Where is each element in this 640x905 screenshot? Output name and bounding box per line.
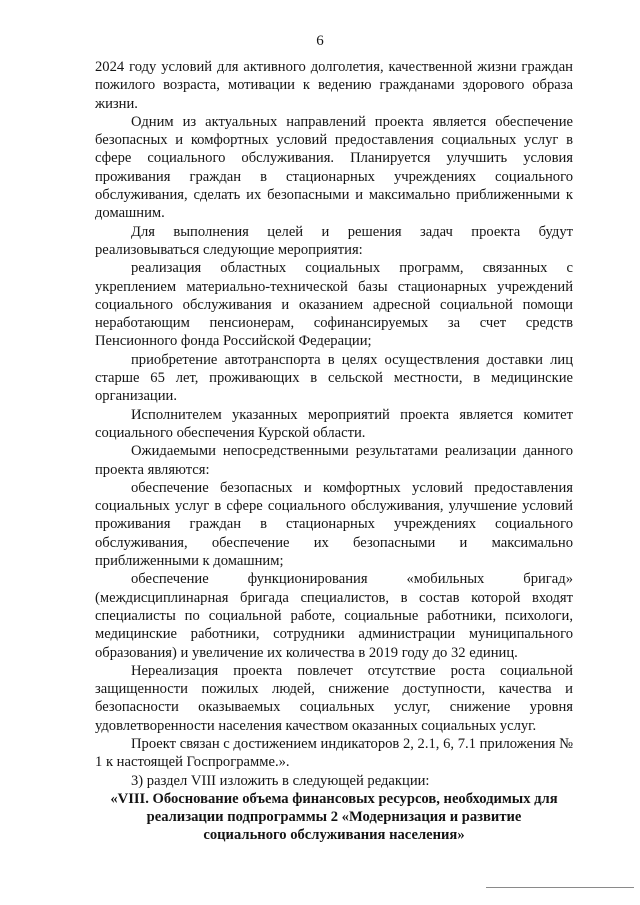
paragraph-11: Проект связан с достижением индикаторов 2, 2.1, 6, 7.1 приложения № 1 к настоящей Госпрограмме.».: [95, 735, 573, 771]
paragraph-6: Исполнителем указанных мероприятий проекта является комитет социального обеспечения Курской области.: [95, 406, 573, 441]
paragraph-8: обеспечение безопасных и комфортных условий предоставления социальных услуг в сфере социального обслуживания, улучшение условий проживания граждан в стационарных учреждениях социального обслуживания, обеспечение их безопасными и максимально приближенными к домашним;: [95, 479, 573, 570]
section-heading: «VIII. Обоснование объема финансовых ресурсов, необходимых для реализации подпрограммы 2 «Модернизация и развитие социального обслуживания населения»: [110, 790, 558, 844]
paragraph-1: 2024 году условий для активного долголетия, качественной жизни граждан пожилого возраста, мотивации к ведению гражданами здорового образа жизни.: [95, 59, 573, 112]
paragraph-2: Одним из актуальных направлений проекта является обеспечение безопасных и комфортных условий предоставления социальных услуг в сфере социального обслуживания. Планируется улучшить условия проживания граждан в стационарных учреждениях социального обслуживания, сделать их безопасными и максимально приближенными к домашним.: [95, 113, 573, 222]
page-number: 6: [316, 33, 324, 49]
paragraph-3: Для выполнения целей и решения задач проекта будут реализовываться следующие мероприятия:: [95, 223, 573, 258]
paragraph-7: Ожидаемыми непосредственными результатами реализации данного проекта являются:: [95, 443, 573, 478]
paragraph-9: обеспечение функционирования «мобильных бригад» (междисциплинарная бригада специалистов, в состав которой входят специалисты по социальной работе, социальные работники, психологи, медицинские работники, сотрудники администрации муниципального образования) и увеличение их количества в 2019 году до 32 единиц.: [95, 571, 573, 661]
document-body: [95, 58, 573, 845]
paragraph-4: реализация областных социальных программ, связанных с укреплением материально-технической базы стационарных учреждений социального обслуживания и оказанием адресной социальной помощи неработающим пенсионерам, софинансируемых за счет средств Пенсионного фонда Российской Федерации;: [95, 260, 573, 350]
paragraph-12: 3) раздел VIII изложить в следующей редакции:: [131, 772, 430, 789]
paragraph-10: Нереализация проекта повлечет отсутствие роста социальной защищенности пожилых людей, снижение доступности, качества и безопасности оказываемых социальных услуг, снижение уровня удовлетворенности населения качеством оказанных социальных услуг.: [95, 662, 573, 734]
footer-divider: [486, 887, 634, 888]
paragraph-5: приобретение автотранспорта в целях осуществления доставки лиц старше 65 лет, проживающих в сельской местности, в медицинские организации.: [95, 351, 573, 405]
